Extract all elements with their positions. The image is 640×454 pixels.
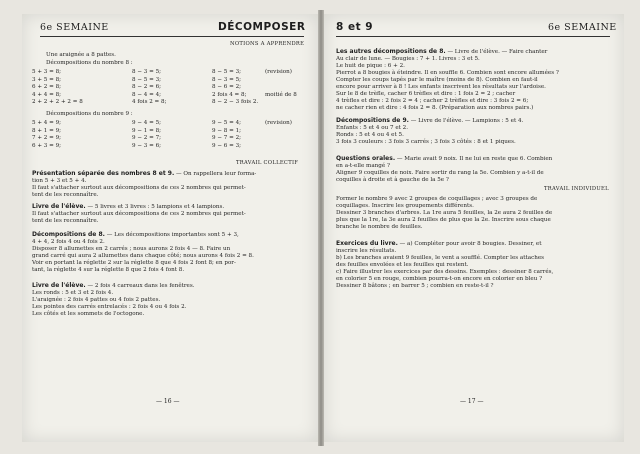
autres-para: Les autres décompositions de 8. — Livre de l'élève. — Faire chanter Au clair de lune. — Bougies : 7 + 1. Livres : 3 et 5. Le huit de pique : 6 + 2. Pierrot a 8 bougies à éteindre. Il en souffle 6. Combien sont encore allumées ? Compter les coups tapés par le maître (moins de 8). Combien en faut-il encore pour arriver à 8 ! Les enfants inscrivent les résultats sur l'ardoise. Sur le 8 de trèfle, cacher 6 trèfles et dire : 1 fois 2 = 2 ; cacher 4 trèfles et dire : 2 fois 2 = 4 ; cacher 2 trèfles et dire : 3 fois 2 = 6; ne cacher rien et dire : 4 fois 2 = 8. (Préparation aux nombres pairs.)	[336, 48, 559, 111]
left-page	[22, 14, 318, 442]
intro-line: Une araignée a 8 pattes.	[46, 52, 116, 58]
right-header-rule	[336, 36, 610, 37]
livre2-para: Livre de l'élève. — 2 fois 4 carreaux dans les fenêtres. Les ronds : 5 et 3 et 2 fois 4. L'araignée : 2 fois 4 pattes ou 4 fois 2 pattes. Les pointes des carrés entrelacés : 2 fois 4 ou 4 fois 2. Les côtés et les sommets de l'octogone.	[32, 282, 195, 317]
right-page	[324, 14, 624, 442]
d8-col3: 8 − 5 = 3; 8 − 3 = 5; 8 − 6 = 2; 2 fois 4 = 8; 8 − 2 − 3 fois 2.	[212, 69, 259, 106]
right-header-title: 8 et 9	[336, 21, 374, 33]
livre-para: Livre de l'élève. — 5 livres et 3 livres : 5 lampions et 4 lampions. Il faut s'attacher surtout aux décompositions de ces 2 nombres qui permet- tent de les reconnaître.	[32, 203, 246, 224]
notions-label: NOTIONS A APPRENDRE	[230, 41, 305, 47]
d8-col1: 5 + 3 = 8; 3 + 5 = 8; 6 + 2 = 8; 4 + 4 = 8; 2 + 2 + 2 + 2 = 8	[32, 69, 83, 106]
left-header-week: 6e SEMAINE	[40, 22, 109, 33]
travail-collectif-label: TRAVAIL COLLECTIF	[236, 160, 299, 166]
decomp8-title: Décompositions du nombre 8 :	[46, 60, 133, 66]
left-page-number: — 16 —	[156, 398, 180, 405]
decomp8b-para: Décompositions de 8. — Les décompositions importantes sont 5 + 3, 4 + 4, 2 fois 4 ou 4 fois 2. Disposer 8 allumettes en 2 carrés ; nous aurons 2 fois 4 — 8. Faire un grand carré qui aura 2 allumettes dans chaque côté; nous aurons 4 fois 2 = 8. Voir en portant la réglette 2 sur la réglette 8 que 4 fois 2 font 8; en por- tant, la réglette 4 sur la réglette 8 que 2 fois 4 font 8.	[32, 231, 254, 273]
presentation-para: Présentation séparée des nombres 8 et 9. — On rappellera leur forma- tion 5 + 3 et 5 + 4. Il faut s'attacher surtout aux décompositions de ces 2 nombres qui permet- tent de les reconnaître.	[32, 170, 257, 198]
questions-para: Questions orales. — Marie avait 9 noix. Il ne lui en reste que 6. Combien en a-t-elle mangé ? Aligner 9 coquilles de noix. Faire sortir du rang la 5e. Combien y a-t-il de coquilles à droite et à gauche de la 5e ?	[336, 155, 553, 183]
right-header-week: 6e SEMAINE	[548, 22, 617, 33]
d8-col4: (revision) moitié de 8	[265, 69, 297, 98]
exercices-para: Exercices du livre. — a) Compléter pour avoir 8 bougies. Dessiner, et inscrire les résultats. b) Les branches avaient 9 feuilles, le vent a soufflé. Compter les attaches des feuilles envolées et les feuilles qui restent. c) Faire illustrer les exercices par des dessins. Exemples : dessiner 8 carrés, en colorier 5 en rouge, combien pourra-t-on encore en colorier en bleu ? Dessiner 8 bâtons ; en barrer 5 ; combien en reste-t-il ?	[336, 240, 554, 289]
right-page-number: — 17 —	[460, 398, 484, 405]
d9-col1: 5 + 4 = 9; 8 + 1 = 9; 7 + 2 = 9; 6 + 3 = 9;	[32, 120, 62, 149]
left-header-rule	[40, 36, 304, 37]
d9-col2: 9 − 4 = 5; 9 − 1 = 8; 9 − 2 = 7; 9 − 3 = 6;	[132, 120, 162, 149]
travail-para: Former le nombre 9 avec 2 groupes de coquillages ; avec 3 groupes de coquillages. Inscrire les groupements différents. Dessiner 3 branches d'arbres. La 1re aura 5 feuilles, la 2e aura 2 feuilles de plus que la 1re, la 3e aura 2 feuilles de plus que la 2e. Inscrire sous chaque branche le nombre de feuilles.	[336, 196, 553, 230]
decomp9-title: Décompositions du nombre 9 :	[46, 111, 133, 117]
left-header-title: DÉCOMPOSER	[218, 21, 306, 33]
d8-col2: 8 − 3 = 5; 8 − 5 = 3; 8 − 2 = 6; 8 − 4 = 4; 4 fois 2 = 8;	[132, 69, 167, 106]
travail-individuel-label: TRAVAIL INDIVIDUEL	[544, 186, 609, 192]
d9-col4: (revision)	[265, 120, 292, 126]
decomp9-para: Décompositions de 9. — Livre de l'élève. — Lampions : 5 et 4. Enfants : 5 et 4 ou 7 et 2. Ronds : 5 et 4 ou 4 et 5. 3 fois 3 couleurs : 3 fois 3 carrés ; 3 fois 3 côtés : 8 et 1 piques.	[336, 117, 524, 145]
d9-col3: 9 − 5 = 4; 9 − 8 = 1; 9 − 7 = 2; 9 − 6 = 3;	[212, 120, 242, 149]
